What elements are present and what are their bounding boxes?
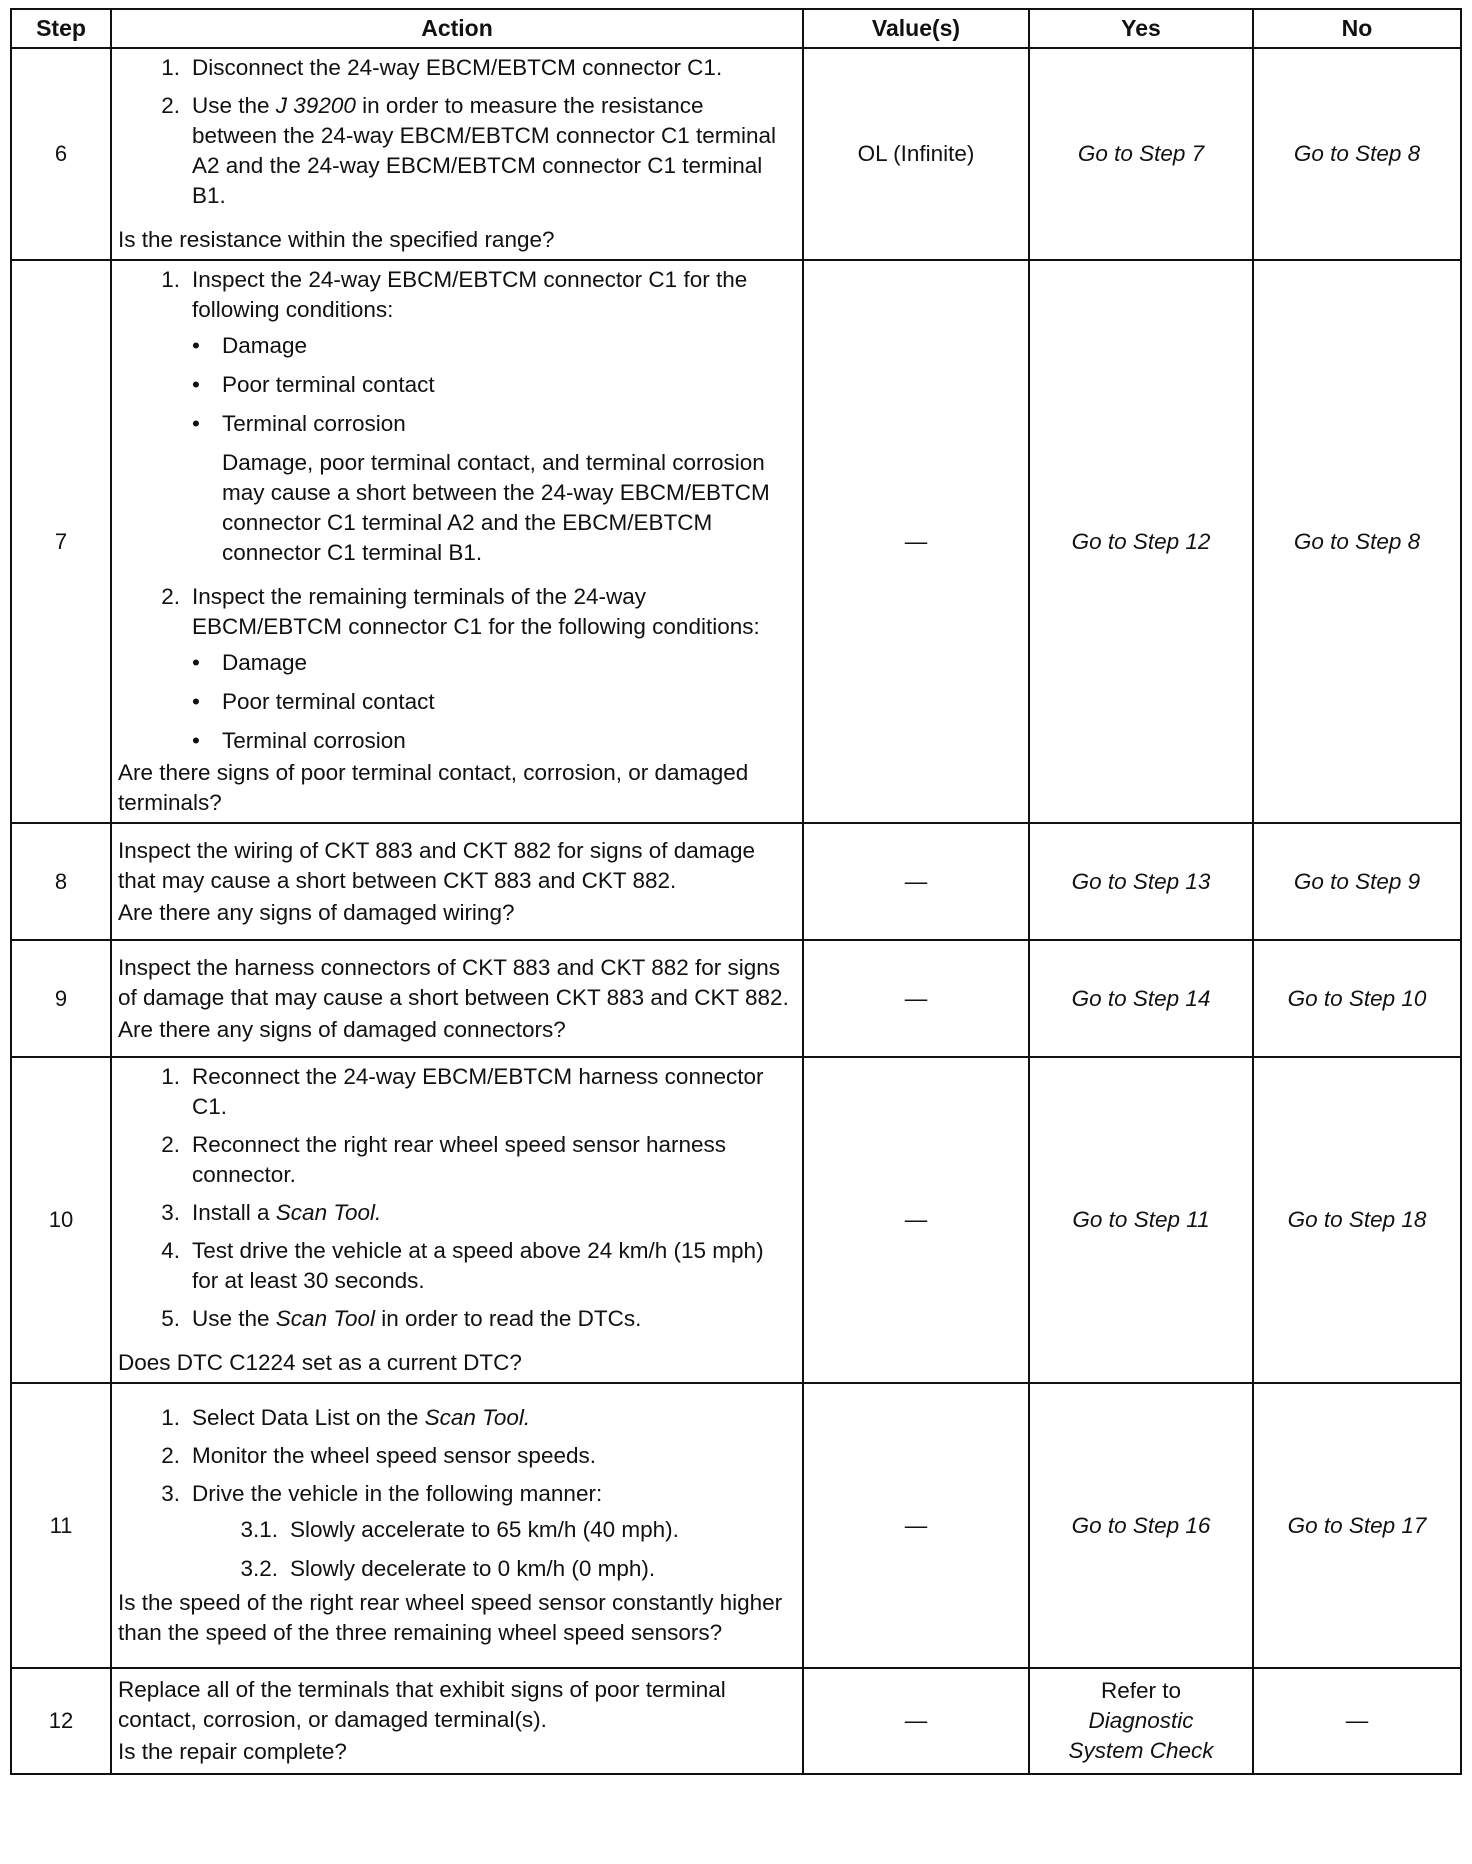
- table-row: [11, 260, 1461, 823]
- bullet-item: • Damage: [192, 650, 308, 675]
- bullet-item: • Poor terminal contact: [192, 689, 435, 714]
- bullet-item: • Terminal corrosion: [192, 411, 406, 436]
- yes-result: Go to Step 16: [1029, 1383, 1253, 1668]
- value-cell: —: [803, 1668, 1029, 1774]
- action-cell: [111, 48, 803, 260]
- step-question: Are there any signs of damaged wiring?: [118, 899, 515, 925]
- value-cell: —: [803, 1383, 1029, 1668]
- header-row: [11, 9, 1461, 48]
- step-question: Does DTC C1224 set as a current DTC?: [118, 1350, 522, 1375]
- table-row: [11, 940, 1461, 1057]
- value-cell: —: [803, 1057, 1029, 1383]
- yes-result: Go to Step 7: [1029, 48, 1253, 260]
- diagnostic-table: [10, 8, 1462, 1775]
- list-item: 1. Disconnect the 24-way EBCM/EBTCM connector C1.: [161, 55, 723, 80]
- step-number: 6: [11, 48, 111, 260]
- step-instruction: Inspect the harness connectors of CKT 883 and CKT 882 for signs of damage that may cause a short between CKT 883 and CKT 882.: [118, 954, 789, 1010]
- header-values: Value(s): [803, 9, 1029, 48]
- header-action: Action: [111, 9, 803, 48]
- header-yes: Yes: [1029, 9, 1253, 48]
- yes-result: Refer to Diagnostic System Check: [1029, 1668, 1253, 1774]
- action-cell: [111, 1668, 803, 1774]
- action-cell: [111, 260, 803, 823]
- step-number: 12: [11, 1668, 111, 1774]
- step-number: 11: [11, 1383, 111, 1668]
- value-cell: —: [803, 940, 1029, 1057]
- list-item: 2. Monitor the wheel speed sensor speeds.: [161, 1443, 596, 1468]
- list-item: 1. Reconnect the 24-way EBCM/EBTCM harness connector C1.: [161, 1064, 764, 1119]
- step-instruction: Inspect the wiring of CKT 883 and CKT 882 for signs of damage that may cause a short between CKT 883 and CKT 882.: [118, 837, 756, 893]
- value-cell: —: [803, 823, 1029, 940]
- no-result: Go to Step 10: [1253, 940, 1461, 1057]
- list-item: 4. Test drive the vehicle at a speed above 24 km/h (15 mph) for at least 30 seconds.: [161, 1238, 764, 1293]
- step-number: 9: [11, 940, 111, 1057]
- yes-result: Go to Step 14: [1029, 940, 1253, 1057]
- bullet-item: • Terminal corrosion: [192, 728, 406, 753]
- sub-item: 3.1. Slowly accelerate to 65 km/h (40 mph).: [240, 1517, 679, 1542]
- no-result: Go to Step 18: [1253, 1057, 1461, 1383]
- diagnostic-document: [10, 8, 1460, 1775]
- action-cell: [111, 940, 803, 1057]
- yes-result: Go to Step 11: [1029, 1057, 1253, 1383]
- list-item: 3. Drive the vehicle in the following manner: 3.1. Slowly accelerate to 65 km/h (40 mph). 3.2. Slowly decelerate to 0 km/h (0 mph).: [112, 1479, 792, 1586]
- list-item: 1. Inspect the 24-way EBCM/EBTCM connector C1 for the following conditions: • Damage • Poor terminal contact • Terminal corrosion Damage, poor terminal contact, and terminal corrosion may cause a short between the 24-way EBCM/EBTCM connector C1 terminal A2 and the EBCM/EBTCM connector C1 terminal B1.: [112, 265, 792, 574]
- header-no: No: [1253, 9, 1461, 48]
- step-number: 10: [11, 1057, 111, 1383]
- value-cell: —: [803, 260, 1029, 823]
- list-item: 5. Use the Scan Tool in order to read the DTCs.: [161, 1306, 642, 1331]
- step-note: Damage, poor terminal contact, and terminal corrosion may cause a short between the 24-way EBCM/EBTCM connector C1 terminal A2 and the EBCM/EBTCM connector C1 terminal B1.: [222, 450, 770, 565]
- step-number: 8: [11, 823, 111, 940]
- no-result: Go to Step 9: [1253, 823, 1461, 940]
- bullet-item: • Damage: [192, 333, 308, 358]
- no-result: —: [1253, 1668, 1461, 1774]
- no-result: Go to Step 8: [1253, 48, 1461, 260]
- action-cell: [111, 823, 803, 940]
- yes-result: Go to Step 13: [1029, 823, 1253, 940]
- no-result: Go to Step 17: [1253, 1383, 1461, 1668]
- table-row: [11, 1383, 1461, 1668]
- yes-result: Go to Step 12: [1029, 260, 1253, 823]
- step-question: Are there any signs of damaged connectors?: [118, 1016, 566, 1042]
- list-item: 2. Inspect the remaining terminals of the 24-way EBCM/EBTCM connector C1 for the following conditions: • Damage • Poor terminal contact • Terminal corrosion: [112, 582, 792, 758]
- table-row: [11, 1668, 1461, 1774]
- table-row: [11, 48, 1461, 260]
- step-instruction: Replace all of the terminals that exhibit signs of poor terminal contact, corrosion, or damaged terminal(s).: [118, 1677, 726, 1732]
- list-item: 2. Reconnect the right rear wheel speed sensor harness connector.: [161, 1132, 727, 1187]
- action-cell: [111, 1383, 803, 1668]
- header-step: Step: [11, 9, 111, 48]
- list-item: 3. Install a Scan Tool.: [161, 1200, 382, 1225]
- step-number: 7: [11, 260, 111, 823]
- table-row: [11, 1057, 1461, 1383]
- value-cell: OL (Infinite): [803, 48, 1029, 260]
- action-cell: [111, 1057, 803, 1383]
- step-question: Is the resistance within the specified range?: [118, 227, 555, 252]
- step-question: Are there signs of poor terminal contact, corrosion, or damaged terminals?: [118, 760, 749, 815]
- no-result: Go to Step 8: [1253, 260, 1461, 823]
- bullet-item: • Poor terminal contact: [192, 372, 435, 397]
- list-item: 1. Select Data List on the Scan Tool.: [161, 1405, 531, 1430]
- step-question: Is the speed of the right rear wheel speed sensor constantly higher than the speed of the three remaining wheel speed sensors?: [118, 1590, 783, 1645]
- sub-item: 3.2. Slowly decelerate to 0 km/h (0 mph).: [240, 1556, 656, 1581]
- table-row: [11, 823, 1461, 940]
- step-question: Is the repair complete?: [118, 1739, 347, 1764]
- list-item: 2. Use the J 39200 in order to measure the resistance between the 24-way EBCM/EBTCM connector C1 terminal A2 and the 24-way EBCM/EBTCM connector C1 terminal B1.: [161, 93, 776, 208]
